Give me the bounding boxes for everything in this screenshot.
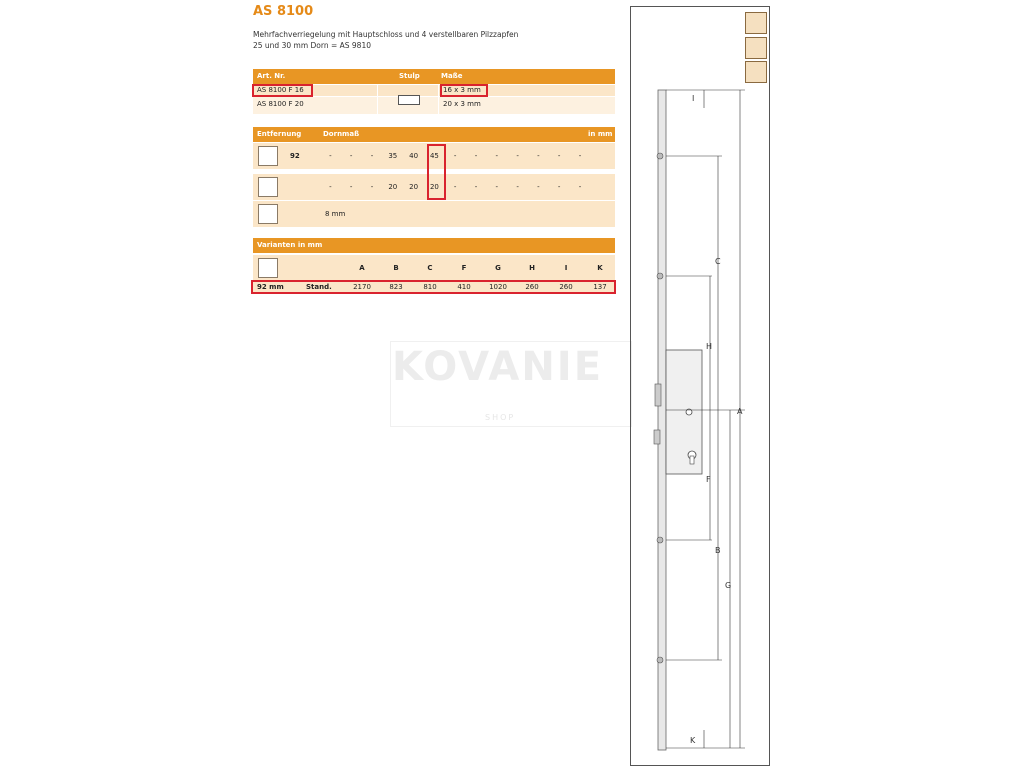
main-lock-case xyxy=(666,350,702,474)
dorn-value-8: - xyxy=(495,152,499,160)
variant-value-4: 1020 xyxy=(489,283,507,291)
dorn-value-5: 45 xyxy=(429,152,439,160)
variant-label: 92 mm xyxy=(257,283,284,291)
variant-col-4: G xyxy=(495,264,501,272)
dorn-value-0: - xyxy=(329,152,332,160)
mushroom-pin-3 xyxy=(657,537,663,543)
dorn-value-10: - xyxy=(537,152,540,160)
dorn-value-4: 40 xyxy=(409,152,419,160)
dorn-backset-12: - xyxy=(578,183,582,191)
variant-col-1: B xyxy=(393,264,399,272)
dorn-value-11: - xyxy=(557,152,561,160)
dim-label-f: F xyxy=(706,475,711,484)
dim-label-b: B xyxy=(715,546,721,555)
dim-label-i: I xyxy=(692,94,695,103)
watermark-shop: SHOP xyxy=(485,413,516,422)
header-stulp: Stulp xyxy=(399,72,420,80)
dorn-backset-1: - xyxy=(349,183,353,191)
dorn-backset-10: - xyxy=(537,183,540,191)
dead-bolt xyxy=(654,430,660,444)
dorn-value-3: 35 xyxy=(388,152,398,160)
mushroom-pin-4 xyxy=(657,657,663,663)
dim-label-c: C xyxy=(715,257,721,266)
masse-2: 20 x 3 mm xyxy=(443,100,481,108)
variant-col-5: H xyxy=(529,264,535,272)
art-nr-1: AS 8100 F 16 xyxy=(257,86,304,94)
dorn-value-12: - xyxy=(578,152,582,160)
variant-value-7: 137 xyxy=(593,283,607,291)
variant-type: Stand. xyxy=(306,283,332,291)
dorn-backset-3: 20 xyxy=(388,183,398,191)
header-masse: Maße xyxy=(441,72,463,80)
spindle-value: 8 mm xyxy=(325,210,346,218)
dorn-backset-5: 20 xyxy=(429,183,439,191)
header-art-nr: Art. Nr. xyxy=(257,72,286,80)
dorn-backset-6: - xyxy=(453,183,457,191)
dorn-backset-0: - xyxy=(329,183,332,191)
art-nr-2: AS 8100 F 20 xyxy=(257,100,304,108)
variant-value-1: 823 xyxy=(389,283,403,291)
dim-label-g: G xyxy=(725,581,732,590)
mushroom-pin-1 xyxy=(657,153,663,159)
variant-col-3: F xyxy=(461,264,467,272)
dorn-value-9: - xyxy=(516,152,519,160)
variant-value-2: 810 xyxy=(423,283,437,291)
variant-value-6: 260 xyxy=(559,283,573,291)
variant-col-6: I xyxy=(564,264,568,272)
subtitle: Mehrfachverriegelung mit Hauptschloss und 4 verstellbaren Pilzzapfen xyxy=(253,30,519,39)
dorn-backset-8: - xyxy=(495,183,499,191)
header-in-mm: in mm xyxy=(588,130,613,138)
header-dornmass: Dornmaß xyxy=(323,130,360,138)
dorn-value-2: - xyxy=(370,152,374,160)
dorn-backset-7: - xyxy=(474,183,478,191)
masse-1: 16 x 3 mm xyxy=(443,86,481,94)
variant-value-3: 410 xyxy=(457,283,471,291)
dorn-value-7: - xyxy=(474,152,478,160)
faceplate xyxy=(658,90,666,750)
dorn-backset-2: - xyxy=(370,183,374,191)
latch-bolt xyxy=(655,384,661,406)
subtitle-2: 25 und 30 mm Dorn = AS 9810 xyxy=(253,41,371,50)
variant-col-7: K xyxy=(597,264,603,272)
page-title: AS 8100 xyxy=(253,4,314,19)
header-entfernung: Entfernung xyxy=(257,130,302,138)
dim-label-k: K xyxy=(690,736,696,745)
dorn-backset-11: - xyxy=(557,183,561,191)
watermark-brand: KOVANIE xyxy=(392,344,604,390)
variant-value-5: 260 xyxy=(525,283,539,291)
mushroom-pin-2 xyxy=(657,273,663,279)
dorn-value-6: - xyxy=(453,152,457,160)
variant-col-2: C xyxy=(427,264,433,272)
dorn-value-1: - xyxy=(349,152,353,160)
variant-col-0: A xyxy=(359,264,365,272)
dorn-backset-9: - xyxy=(516,183,519,191)
entfernung-value: 92 xyxy=(290,152,300,160)
dim-label-a: A xyxy=(737,407,743,416)
header-varianten: Varianten in mm xyxy=(257,241,323,249)
dim-label-h: H xyxy=(706,342,713,351)
dorn-backset-4: 20 xyxy=(409,183,419,191)
variant-value-0: 2170 xyxy=(353,283,371,291)
